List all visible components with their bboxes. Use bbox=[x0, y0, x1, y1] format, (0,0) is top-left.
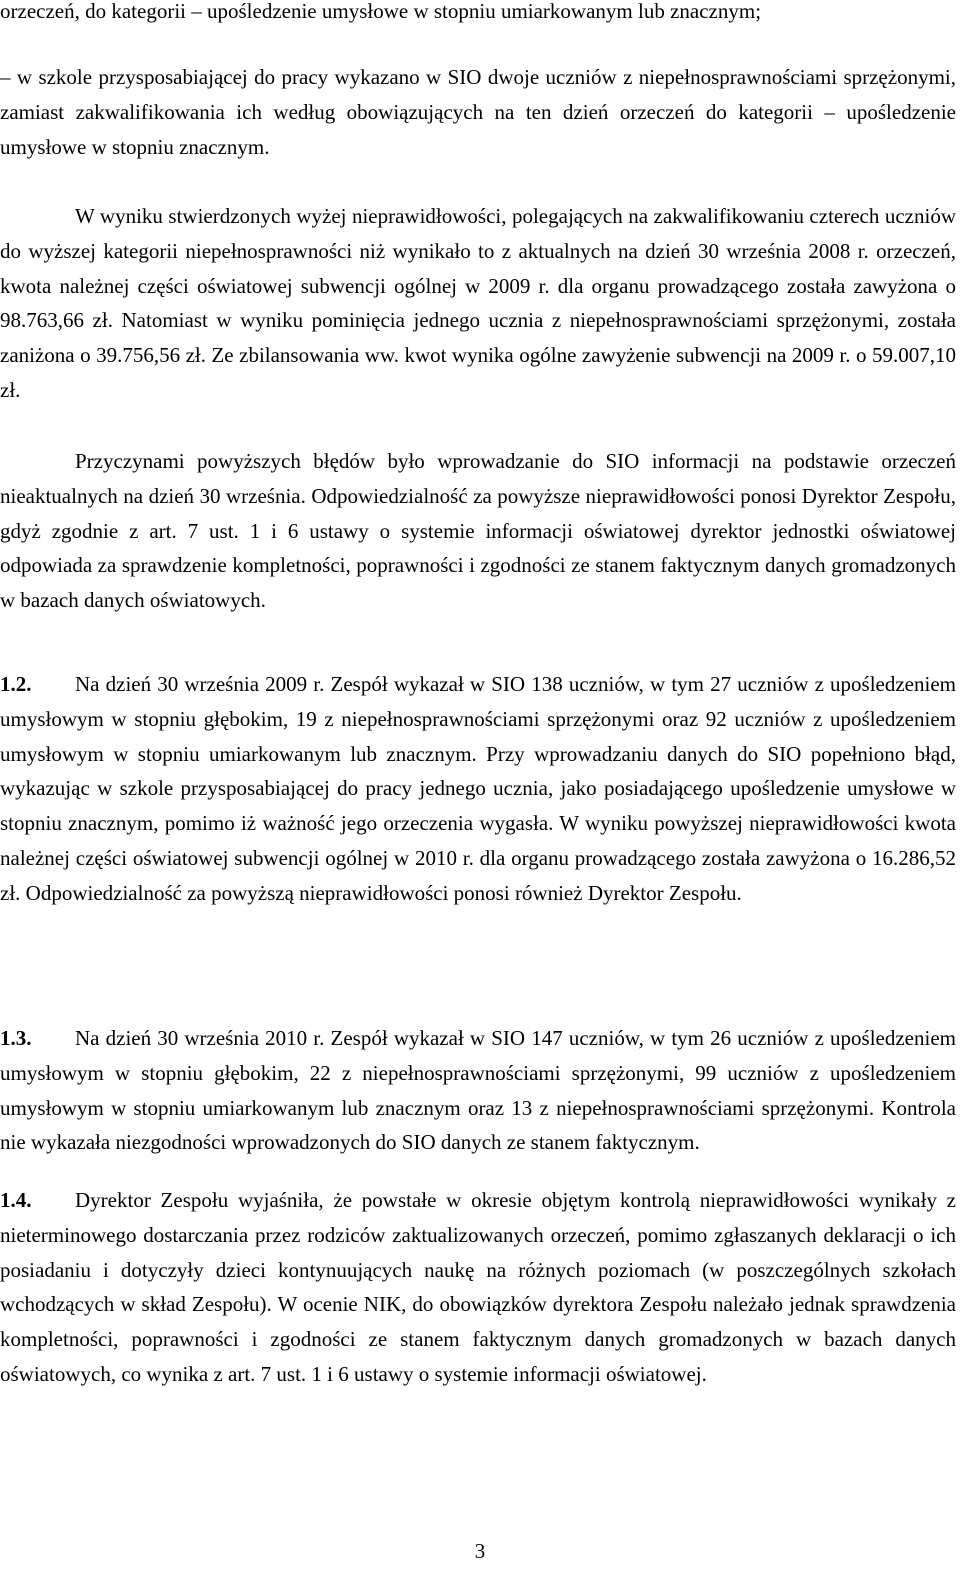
page-number: 3 bbox=[474, 1539, 486, 1563]
paragraph-irregularities: W wyniku stwierdzonych wyżej nieprawidłowości, polegających na zakwalifikowaniu czterech uczniów do wyższej kategorii niepełnosprawności niż wynikało to z aktualnych na dzień 30 września 2008 r. orzeczeń, kwota należnej części oświatowej subwencji ogólnej w 2009 r. dla organu prowadzącego została zawyżona o 98.763,66 zł. Natomiast w wyniku pominięcia jednego ucznia z niepełnosprawnościami sprzężonymi, została zaniżona o 39.756,56 zł. Ze zbilansowania ww. kwot wynika ogólne zawyżenie subwencji na 2009 r. o 59.007,10 zł. bbox=[0, 204, 956, 402]
list-item-dash: – w szkole przysposabiającej do pracy wykazano w SIO dwoje uczniów z niepełnosprawnościami sprzężonymi, zamiast zakwalifikowania ich według obowiązujących na ten dzień orzeczeń do kategorii – upośledzenie umysłowe w stopniu znacznym. bbox=[0, 65, 956, 159]
section-1-2 bbox=[0, 667, 956, 911]
section-1-2-text: Na dzień 30 września 2009 r. Zespół wykazał w SIO 138 uczniów, w tym 27 uczniów z upośledzeniem umysłowym w stopniu głębokim, 19 z niepełnosprawnościami sprzężonymi oraz 92 uczniów z upośledzeniem umysłowym w stopniu umiarkowanym lub znacznym. Przy wprowadzaniu danych do SIO popełniono błąd, wykazując w szkole przysposabiającej do pracy jednego ucznia, jako posiadającego upośledzenie umysłowe w stopniu znacznym, pomimo iż ważność jego orzeczenia wygasła. W wyniku powyższej nieprawidłowości kwota należnej części oświatowej subwencji ogólnej w 2010 r. dla organu prowadzącego została zawyżona o 16.286,52 zł. Odpowiedzialność za powyższą nieprawidłowości ponosi również Dyrektor Zespołu. bbox=[0, 672, 956, 905]
section-1-3 bbox=[0, 1021, 956, 1160]
section-1-4 bbox=[0, 1183, 956, 1392]
section-1-2-label: 1.2. bbox=[0, 672, 32, 696]
paragraph-continuation: orzeczeń, do kategorii – upośledzenie umysłowe w stopniu umiarkowanym lub znacznym; bbox=[0, 0, 762, 23]
section-1-4-label: 1.4. bbox=[0, 1188, 32, 1212]
section-1-4-text: Dyrektor Zespołu wyjaśniła, że powstałe w okresie objętym kontrolą nieprawidłowości wynikały z nieterminowego dostarczania przez rodziców zaktualizowanych orzeczeń, pomimo zgłaszanych deklaracji o ich posiadaniu i dotyczyły dzieci kontynuujących naukę na różnych poziomach (w poszczególnych szkołach wchodzących w skład Zespołu). W ocenie NIK, do obowiązków dyrektora Zespołu należało jednak sprawdzenia kompletności, poprawności i zgodności ze stanem faktycznym danych gromadzonych w bazach danych oświatowych, co wynika z art. 7 ust. 1 i 6 ustawy o systemie informacji oświatowej. bbox=[0, 1188, 956, 1386]
section-1-3-text: Na dzień 30 września 2010 r. Zespół wykazał w SIO 147 uczniów, w tym 26 uczniów z upośledzeniem umysłowym w stopniu głębokim, 22 z niepełnosprawnościami sprzężonymi, 99 uczniów z upośledzeniem umysłowym w stopniu umiarkowanym lub znacznym oraz 13 z niepełnosprawnościami sprzężonymi. Kontrola nie wykazała niezgodności wprowadzonych do SIO danych ze stanem faktycznym. bbox=[0, 1026, 956, 1155]
section-1-3-label: 1.3. bbox=[0, 1026, 32, 1050]
paragraph-causes: Przyczynami powyższych błędów było wprowadzanie do SIO informacji na podstawie orzeczeń nieaktualnych na dzień 30 września. Odpowiedzialność za powyższe nieprawidłowości ponosi Dyrektor Zespołu, gdyż zgodnie z art. 7 ust. 1 i 6 ustawy o systemie informacji oświatowej dyrektor jednostki oświatowej odpowiada za sprawdzenie kompletności, poprawności i zgodności ze stanem faktycznym danych gromadzonych w bazach danych oświatowych. bbox=[0, 449, 956, 613]
